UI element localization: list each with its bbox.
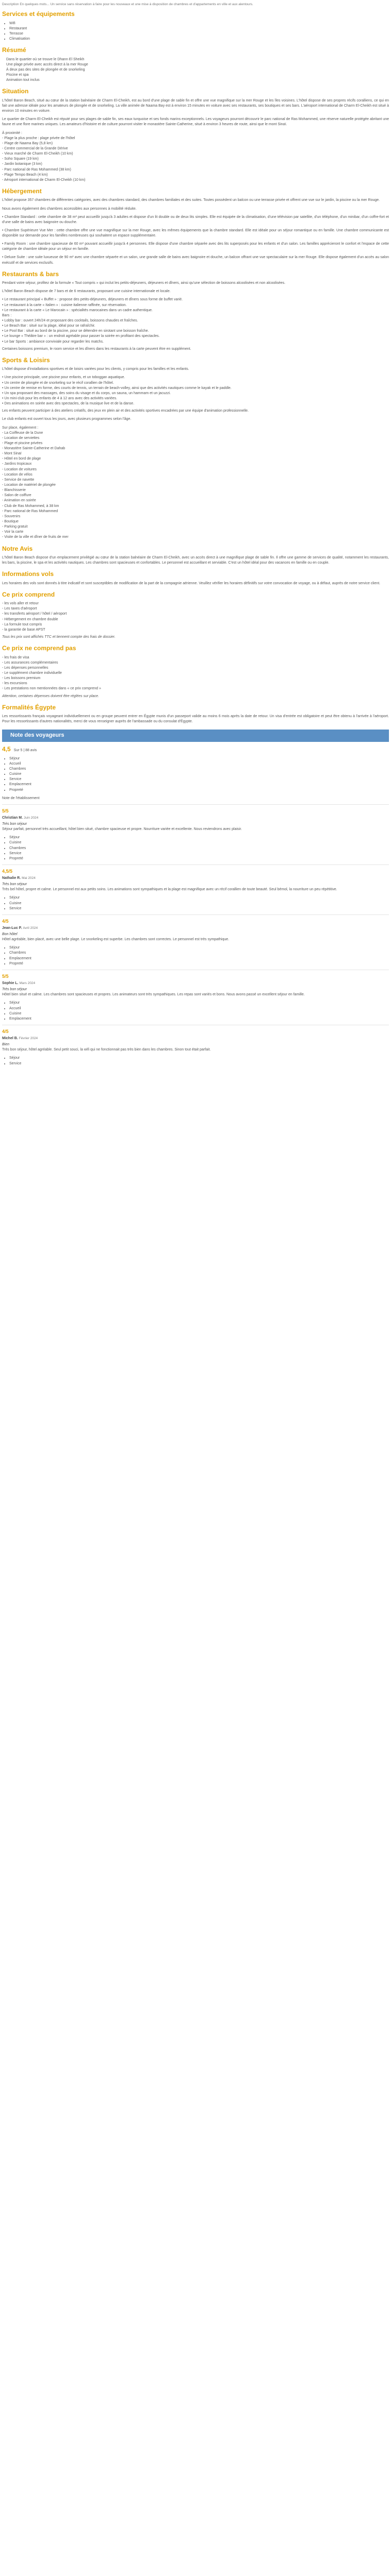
sports-line: - Location de serviettes bbox=[2, 436, 40, 440]
situation-paragraph: L'hôtel Baron Beach, situé au cœur de la station balnéaire de Charm El-Cheikh, est au bord d'une plage de sable fin et offre une vue magnifique sur la mer Rouge et les îles voisines. L'hôtel dispose de ses propres récifs coralliens, ce qui en fait une adresse idéale pour les amateurs de plongée et de snorkeling. La ville animée de Naama Bay est à environ 15 minutes en voiture avec ses restaurants, ses boutiques et ses bars. L'aéroport international de Charm El-Cheikh est situé à environ 10 minutes en voiture. bbox=[2, 98, 389, 113]
review-criteria-item: • Service bbox=[9, 1061, 389, 1066]
review-criteria-item: • Service bbox=[9, 906, 389, 911]
service-item: • Wifi bbox=[9, 21, 389, 26]
review-criteria bbox=[2, 835, 389, 861]
review-text: Séjour parfait, personnel très accueillant, hôtel bien situé, chambre spacieuse et propre. Nourriture variée et excellente. Nous reviendrons avec plaisir. bbox=[2, 827, 242, 832]
review-criteria-item: • Cuisine bbox=[9, 840, 389, 845]
sports-line: - Voir la carte bbox=[2, 530, 24, 534]
review-rating: 4/5 bbox=[2, 1028, 9, 1034]
included-item: - la garantie de base APST bbox=[2, 628, 45, 632]
situation-line: - Aéroport international de Charm El-Cheikh (10 km) bbox=[2, 178, 86, 182]
ce-prix-ne-comprend-pas-title: Ce prix ne comprend pas bbox=[2, 645, 76, 652]
sports-line: - Location de voitures bbox=[2, 467, 37, 471]
review-criteria-item: • Séjour bbox=[9, 945, 389, 951]
restaurants-line: • Le restaurant à la carte « Italien » : cuisine italienne raffinée, sur réservation. bbox=[2, 303, 127, 307]
review-criteria-item: • Emplacement bbox=[9, 956, 389, 961]
sports-line: - Monastère Sainte-Catherine et Dahab bbox=[2, 447, 66, 451]
review-text: Hôtel bien situé et calme. Les chambres sont spacieuses et propres. Les animateurs sont très sympathiques. Les repas sont variés et bons. Nous avons passé un excellent séjour en famille. bbox=[2, 993, 305, 997]
situation-paragraph: Le quartier de Charm El-Cheikh est réputé pour ses plages de sable fin, ses eaux turquoise et ses fonds marins exceptionnels. Les voyageurs pourront découvrir le parc national de Ras Mohammed, une réserve naturelle protégée abritant une faune et une flore marines uniques. Les amateurs d'histoire et de culture pourront visiter le monastère Sainte-Catherine, situé à environ 3 heures de route, ainsi que le mont Sinaï. bbox=[2, 117, 389, 127]
review-date: Février 2024 bbox=[19, 1036, 38, 1040]
situation-title: Situation bbox=[2, 88, 29, 95]
review-criteria-item: • Service bbox=[9, 851, 389, 856]
hebergement-paragraph: Nous avons également des chambres accessibles aux personnes à mobilité réduite. bbox=[2, 207, 137, 211]
situation-line: - Centre commercial de la Grande Dérive bbox=[2, 146, 68, 150]
review-label: Bon hôtel bbox=[2, 933, 18, 937]
restaurants-paragraph: Certaines boissons premium, le room service et les dîners dans les restaurants à la carte peuvent être en supplément. bbox=[2, 347, 191, 351]
review-author-line bbox=[2, 981, 389, 986]
sports-line: • Un centre de plongée et de snorkeling sur le récif corallien de l'hôtel. bbox=[2, 381, 114, 385]
review-criteria-item: • Propreté bbox=[9, 961, 389, 967]
review-rating: 5/5 bbox=[2, 973, 9, 979]
review-date: Mai 2024 bbox=[22, 876, 36, 880]
restaurants-line: Bars : bbox=[2, 313, 12, 317]
excluded-item: - les frais de visa bbox=[2, 655, 29, 659]
review-text: Très bon séjour, hôtel agréable. Seul petit souci, la wifi qui ne fonctionnait pas très bien dans les chambres. Sinon tout était parfait. bbox=[2, 1048, 211, 1052]
review-divider bbox=[2, 804, 389, 805]
review-criteria-item: • Cuisine bbox=[9, 901, 389, 906]
sports-line: • Des animations en soirée avec des spectacles, de la musique live et de la danse. bbox=[2, 402, 135, 406]
sports-line: - Location de vélos bbox=[2, 472, 32, 477]
review-criteria bbox=[2, 1056, 389, 1066]
services-list bbox=[2, 21, 389, 42]
review-criteria-item: • Séjour bbox=[9, 895, 389, 901]
formalites-text: Les ressortissants français voyageant individuellement ou en groupe peuvent entrer en Égypte munis d'un passeport valide au moins 6 mois après la date de retour. Un visa d'entrée est obligatoire et peut être obtenu à l'arrivée à l'aéroport. Pour les ressortissants d'autres nationalités, merci de vous renseigner auprès de l'ambassade ou du consulat d'Égypte. bbox=[2, 715, 389, 724]
sports-line: - Salon de coiffure bbox=[2, 494, 31, 498]
criteria-item: • Accueil bbox=[9, 761, 389, 767]
review-date: Juin 2024 bbox=[24, 816, 39, 820]
restaurants-paragraph: L'hôtel Baron Beach dispose de 7 bars et de 6 restaurants, proposant une cuisine internationale et locale. bbox=[2, 290, 171, 294]
review-criteria-item: • Chambres bbox=[9, 846, 389, 851]
sports-line: • Un mini-club pour les enfants de 4 à 12 ans avec des activités variées. bbox=[2, 396, 118, 400]
restaurants-line: • Le lounge « Théâtre bar » : un endroit agréable pour passer la soirée en profitant des spectacles. bbox=[2, 334, 160, 338]
criteria-summary: Note de l'établissement bbox=[2, 796, 40, 800]
ce-prix-ne-comprend-pas-note: Attention, certaines dépenses doivent être réglées sur place. bbox=[2, 694, 99, 698]
review-card bbox=[2, 1025, 389, 1066]
included-item: - les vols aller et retour bbox=[2, 602, 39, 606]
sports-line: - Plage et piscine privées bbox=[2, 441, 43, 445]
situation-line: - Plage la plus proche : plage privée de l'hôtel bbox=[2, 136, 75, 140]
situation-line: - Vieux marché de Charm El-Cheikh (10 km) bbox=[2, 152, 73, 156]
situation-line: - Plage de Naama Bay (5,8 km) bbox=[2, 141, 53, 145]
reviews-list bbox=[2, 804, 389, 1066]
service-item: • Climatisation bbox=[9, 37, 389, 42]
situation-line: - Jardin botanique (3 km) bbox=[2, 162, 42, 166]
sports-line: - Visite de la ville et dîner de fruits de mer bbox=[2, 535, 69, 539]
criteria-item: • Propreté bbox=[9, 788, 389, 793]
intro-text: Description En quelques mots... Un service sans réservation à faire pour les nouveaux et une mise à disposition de chambres et d'appartements en ville et aux alentours. bbox=[2, 3, 253, 6]
sports-line: - Blanchisserie bbox=[2, 488, 26, 493]
sports-line: - Location de matériel de plongée bbox=[2, 483, 56, 487]
resume-item: Animation tout inclus bbox=[6, 78, 40, 82]
restaurants-title: Restaurants & bars bbox=[2, 270, 59, 278]
sports-line: - Hôtel en bord de plage bbox=[2, 457, 41, 461]
hebergement-paragraph: • Chambre Standard : cette chambre de 38 m² peut accueillir jusqu'à 3 adultes et dispose d'un lit double ou de deux lits simples. Elle est équipée de la climatisation, d'une télévision par satellite, d'un téléphone, d'un minibar, d'un coffre-fort et d'une salle de bains avec baignoire ou douche. bbox=[2, 215, 389, 224]
review-author-line bbox=[2, 1036, 389, 1041]
sports-line: - Club de Ras Mohammed, à 38 km bbox=[2, 504, 59, 508]
resume-item: Dans le quartier où se trouve le Dhann El Sheikh bbox=[6, 57, 85, 61]
review-criteria-item: • Emplacement bbox=[9, 1016, 389, 1022]
excluded-item: - Les prestations non mentionnées dans « ce prix comprend » bbox=[2, 687, 101, 691]
sports-line: - Animation en soirée bbox=[2, 499, 36, 503]
restaurants-paragraph: Pendant votre séjour, profitez de la formule « Tout compris » qui inclut les petits-déjeuners, déjeuners et dîners, ainsi qu'une sélection de boissons alcoolisées et non alcoolisées. bbox=[2, 281, 286, 285]
excluded-item: - Les assurances complémentaires bbox=[2, 660, 58, 665]
review-author: Sophie L. bbox=[2, 981, 19, 985]
review-divider bbox=[2, 914, 389, 915]
excluded-item: - Les boissons premium bbox=[2, 676, 41, 681]
excluded-item: - Les dépenses personnelles bbox=[2, 666, 48, 670]
hebergement-paragraph: • Deluxe Suite : une suite luxueuse de 90 m² avec une chambre séparée et un salon, une grande salle de bains avec baignoire et douche, un balcon offrant une vue spectaculaire sur la mer Rouge. Elle dispose également d'un accès au salon exécutif et de services exclusifs. bbox=[2, 256, 389, 265]
review-criteria bbox=[2, 895, 389, 911]
criteria-item: • Emplacement bbox=[9, 782, 389, 787]
ce-prix-comprend-title: Ce prix comprend bbox=[2, 590, 55, 598]
criteria-item: • Service bbox=[9, 777, 389, 782]
restaurants-body bbox=[2, 281, 389, 352]
restaurants-line: • Le bar Sports : ambiance conviviale pour regarder les matchs. bbox=[2, 340, 104, 344]
restaurants-line: • Le restaurant principal « Buffet » : propose des petits-déjeuners, déjeuners et dîners sous forme de buffet varié. bbox=[2, 298, 183, 302]
service-item: • Terrasse bbox=[9, 31, 389, 37]
criteria-item: • Séjour bbox=[9, 756, 389, 761]
review-criteria-item: • Cuisine bbox=[9, 1011, 389, 1016]
restaurants-line: • Le Beach Bar : situé sur la plage, idéal pour se rafraîchir. bbox=[2, 324, 95, 328]
hebergement-paragraph: • Chambre Supérieure Vue Mer : cette chambre offre une vue magnifique sur la mer Rouge, avec les mêmes équipements que la chambre standard. Elle est idéale pour un séjour romantique ou en famille. Une chambre communicante est disponible sur demande pour les familles nombreuses qui souhaitent un espace supplémentaire. bbox=[2, 228, 389, 238]
review-author: Michel B. bbox=[2, 1036, 18, 1040]
situation-line: - Soho Square (19 km) bbox=[2, 157, 39, 161]
notre-avis-title: Notre Avis bbox=[2, 545, 33, 552]
excluded-item: - Le supplément chambre individuelle bbox=[2, 671, 62, 675]
review-author-line bbox=[2, 876, 389, 881]
review-author-line bbox=[2, 816, 389, 821]
review-author: Christian M. bbox=[2, 816, 23, 820]
hebergement-title: Hébergement bbox=[2, 187, 42, 195]
overall-rating bbox=[2, 745, 389, 754]
review-criteria-item: • Chambres bbox=[9, 951, 389, 956]
sports-line: • Un spa proposant des massages, des soins du visage et du corps, un sauna, un hammam et un jacuzzi. bbox=[2, 391, 171, 395]
situation-line: - Parc national de Ras Mohammed (38 km) bbox=[2, 167, 71, 172]
hotel-description-page bbox=[2, 2, 389, 1066]
ce-prix-ne-comprend-pas-list bbox=[2, 655, 389, 692]
resume-item: À deux pas des sites de plongée et de snorkeling bbox=[6, 68, 85, 72]
sports-line: - Parc national de Ras Mohammed bbox=[2, 509, 58, 513]
resume-item: Une plage privée avec accès direct à la mer Rouge bbox=[6, 62, 88, 66]
included-item: - Hébergement en chambre double bbox=[2, 617, 58, 621]
review-card bbox=[2, 804, 389, 861]
sports-line: • Une piscine principale, une piscine pour enfants, et un toboggan aquatique. bbox=[2, 376, 125, 380]
resume-title: Résumé bbox=[2, 46, 26, 54]
sports-line: • Un centre de remise en forme, des courts de tennis, un terrain de beach-volley, ainsi que des activités nautiques comme le kayak et le paddle. bbox=[2, 386, 232, 390]
sports-line: - Boutique bbox=[2, 520, 19, 524]
sports-line: - Parking gratuit bbox=[2, 525, 28, 529]
review-author-line bbox=[2, 926, 389, 931]
resume-item: Piscine et spa bbox=[6, 73, 29, 77]
sports-line: - Service de navette bbox=[2, 478, 35, 482]
informations-text: Les horaires des vols sont donnés à titre indicatif et sont susceptibles de modification de la part de la compagnie aérienne. Veuillez vérifier les horaires définitifs sur votre convocation de voyage, ou à défaut, auprès de notre service client. bbox=[2, 581, 381, 585]
review-text: Hôtel agréable, bien placé, avec une belle plage. Le snorkeling est superbe. Les chambres sont correctes. Le personnel est très sympathique. bbox=[2, 938, 230, 942]
ce-prix-comprend-note: Tous les prix sont affichés TTC et tiennent compte des frais de dossier. bbox=[2, 635, 116, 639]
sports-line: Sur place, également : bbox=[2, 426, 39, 430]
review-date: Mars 2024 bbox=[19, 981, 36, 985]
overall-rating-count: Sur 5 | 88 avis bbox=[13, 749, 37, 753]
ce-prix-comprend-list bbox=[2, 601, 389, 633]
notre-avis-text: L'hôtel Baron Beach dispose d'un emplacement privilégié au cœur de la station balnéaire de Charm El-Cheikh, avec un accès direct à une magnifique plage de sable fin. Il offre une gamme de services de qualité, notamment les restaurants, les bars, la piscine, le spa et les activités nautiques. Les chambres sont spacieuses et confortables. Le personnel est accueillant et serviable. C'est un hôtel idéal pour des vacances en famille ou en couple. bbox=[2, 555, 389, 565]
review-date: Avril 2024 bbox=[23, 926, 38, 930]
services-title: Services et équipements bbox=[2, 10, 75, 18]
included-item: - Les taxes d'aéroport bbox=[2, 607, 37, 611]
excluded-item: - les excursions bbox=[2, 682, 27, 686]
restaurants-line: • Le Pool Bar : situé au bord de la piscine, pour se détendre en sirotant une boisson fraîche. bbox=[2, 329, 149, 333]
service-item: • Restaurant bbox=[9, 26, 389, 31]
review-author: Nathalie R. bbox=[2, 876, 21, 880]
hebergement-paragraph: • Family Room : une chambre spacieuse de 60 m² pouvant accueillir jusqu'à 4 personnes. Elle dispose d'une chambre séparée avec des lits superposés pour les enfants et d'un salon. Les familles apprécieront le confort et l'espace de cette catégorie de chambre idéale pour un séjour en famille. bbox=[2, 242, 389, 251]
sports-paragraph: Le club enfants est ouvert tous les jours, avec plusieurs programmes selon l'âge. bbox=[2, 417, 132, 421]
sports-title: Sports & Loisirs bbox=[2, 356, 50, 364]
hebergement-paragraph: L'hôtel propose 357 chambres de différentes catégories, avec des chambres standard, des chambres familiales et des suites. Toutes possèdent un balcon ou une terrasse privée et offrent une vue sur le jardin, la piscine ou la mer Rouge. bbox=[2, 198, 380, 202]
review-label: Très bon séjour bbox=[2, 883, 27, 887]
sports-line: - Souvenirs bbox=[2, 514, 21, 518]
included-item: - La formule tout compris bbox=[2, 622, 42, 626]
sports-line: - Jardins tropicaux bbox=[2, 462, 32, 466]
review-card bbox=[2, 914, 389, 967]
review-rating: 4,5/5 bbox=[2, 868, 13, 874]
restaurants-line: • Le restaurant à la carte « Le Marocain » : spécialités marocaines dans un cadre authentique. bbox=[2, 308, 153, 312]
sports-body bbox=[2, 367, 389, 540]
criteria-list bbox=[2, 756, 389, 793]
review-criteria-item: • Séjour bbox=[9, 1056, 389, 1061]
review-label: Très bon séjour bbox=[2, 822, 27, 826]
review-author: Jean-Luc P. bbox=[2, 926, 22, 930]
formalites-title: Formalités Égypte bbox=[2, 703, 56, 711]
review-card bbox=[2, 865, 389, 911]
review-criteria-item: • Propreté bbox=[9, 856, 389, 861]
situation-body bbox=[2, 98, 389, 183]
criteria-item: • Chambres bbox=[9, 767, 389, 772]
overall-rating-value: 4,5 bbox=[2, 745, 11, 753]
review-criteria bbox=[2, 945, 389, 967]
hebergement-body bbox=[2, 198, 389, 265]
included-item: - les transferts aéroport / hôtel / aéroport bbox=[2, 612, 67, 616]
review-label: Bien bbox=[2, 1043, 10, 1047]
informations-title: Informations vols bbox=[2, 570, 54, 578]
review-label: Très bon séjour bbox=[2, 988, 27, 992]
reviews-header-bar: Note des voyageurs bbox=[2, 730, 389, 742]
sports-line: - La Coiffeuse de la Dune bbox=[2, 431, 43, 435]
review-rating: 4/5 bbox=[2, 918, 9, 924]
review-criteria-item: • Accueil bbox=[9, 1006, 389, 1011]
review-criteria-item: • Séjour bbox=[9, 1001, 389, 1006]
situation-line: - Plage Tempo Beach (4 km) bbox=[2, 173, 48, 177]
sports-line: - Mont Sinaï bbox=[2, 452, 22, 456]
criteria-item: • Cuisine bbox=[9, 772, 389, 777]
review-card bbox=[2, 970, 389, 1022]
restaurants-line: • Lobby bar : ouvert 24h/24 et proposant des cocktails, boissons chaudes et fraîches. bbox=[2, 319, 138, 323]
review-rating: 5/5 bbox=[2, 808, 9, 814]
review-text: Très bel hôtel, propre et calme. Le personnel est aux petits soins. Les animations sont sympathiques et la plage est magnifique avec un récif corallien de toute beauté. Seul bémol, la nourriture un peu répétitive. bbox=[2, 888, 337, 892]
review-criteria-item: • Séjour bbox=[9, 835, 389, 840]
review-criteria bbox=[2, 1001, 389, 1022]
sports-paragraph: L'hôtel dispose d'installations sportives et de loisirs variées pour les clients, y compris pour les familles et les enfants. bbox=[2, 367, 189, 371]
resume-list bbox=[2, 57, 389, 83]
situation-line: À proximité : bbox=[2, 131, 22, 135]
sports-paragraph: Les enfants peuvent participer à des ateliers créatifs, des jeux en plein air et des activités sportives encadrées par une équipe d'animation professionnelle. bbox=[2, 409, 249, 413]
